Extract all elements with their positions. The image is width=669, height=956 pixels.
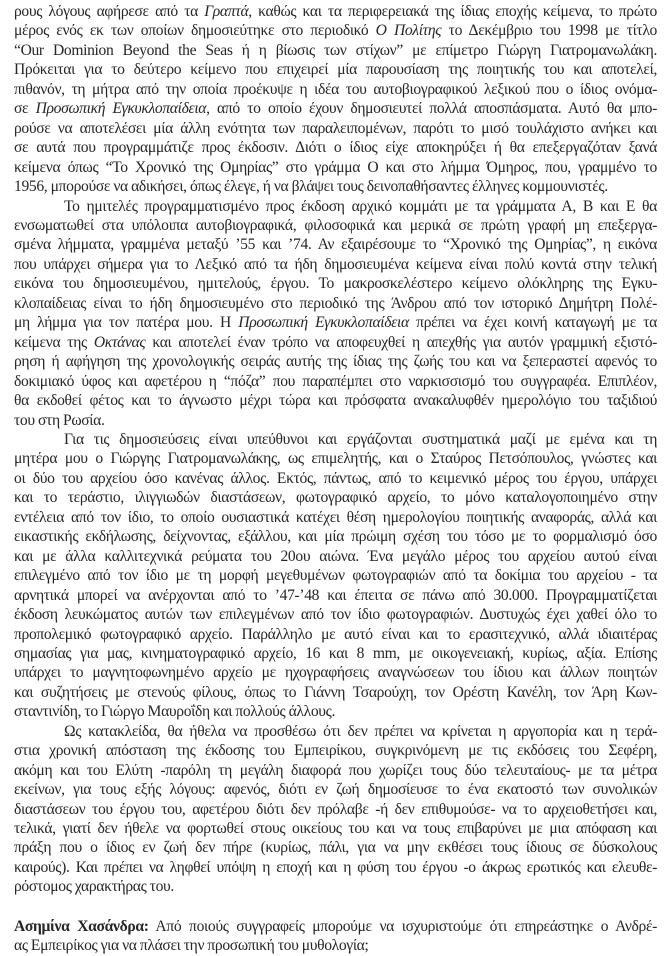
text-segment: και αποτελεί έναν τρόπο να αποφευχθεί η απεχθής για αυτόν γραμμική εξιστό- [145,333,658,351]
text-segment: ρηση ή αφήγηση της χρονολογικής σειράς αυτής της ίδιας της ζωής του και να ξεπεραστεί αφενός το [14,353,657,371]
body-text [14,2,657,897]
text-segment: , από το οποίο έχουν δημοσιευτεί πολλά αποσπάσματα. Αυτό θα μπο- [206,100,657,118]
text-line [14,99,657,118]
text-segment: που υπάρχει σήμερα για το Λεξικό από τα ήδη δημοσιευμένα κείμενα είναι πολύ κοντά στην τελική [14,255,657,273]
text-line [14,158,657,177]
text-segment: τελικά, γιατί δεν ήθελε να φορτωθεί στους οικείους του και να τους επιβαρύνει με μια απόφαση και [14,820,657,838]
text-segment: αρνητικά μπορεί να ανέρχονται από το ’47-’48 και έπειτα σε πάνω από 30.000. Προγραμματίζεται [14,586,657,604]
text-segment: σημασίας για μας, κινηματογραφικό αρχείο, 16 και 8 mm, με οικογενειακή, κυρίως, αξία. Επίσης [14,644,657,662]
text-segment: Για τις δημοσιεύσεις είναι υπεύθυνοι και εργάζονται συστηματικά μαζί με εμένα και τη [64,430,657,448]
italic-title: Γραπτά [204,3,249,20]
text-segment: Ως κατακλείδα, θα ήθελα να προσθέσω ότι δεν πρέπει να κρίνεται η αργοπορία και η τερά- [64,722,657,740]
paragraph [14,2,657,197]
italic-title: Οκτάνας [93,333,146,351]
text-line [14,741,657,760]
text-line [14,372,657,391]
text-line [14,780,657,799]
text-segment: κείμενα της [14,333,94,351]
paragraph-gap [14,897,657,917]
text-segment: πράξη που ο ίδιος εν ζωή δεν πήρε (κυρίως, πάλι, για να μην εκθέσει τους ίδιους σε δύσκολους [14,839,657,857]
text-segment: κείμενα όπως “Το Χρονικό της Ομηρίας” στο γράμμα Ο και στο λήμμα Όμηρος, που, γραμμένο το [14,158,657,176]
text-segment: εικαστικής εκδήλωσης, δείχνοντας, εξάλλου, και μία πρώιμη σχέση του τόσο με το φορμαλισμό όσο [14,528,657,546]
interview-question [14,917,657,956]
italic-title: Ο Πολίτης [375,22,442,40]
text-line [14,605,657,624]
text-line [14,449,657,468]
text-line [14,235,657,254]
text-segment: 1956, μπορούσε να αδικήσει, όπως έλεγε, ή να βλάψει τους δεινοπαθήσαντες έλληνες κομμουνιστές. [14,178,608,196]
text-segment: κλοπαίδειας είναι το ήδη δημοσιευμένο στο περιοδικό της Άνδρου από τον ιστορικό Δημήτρη Πολέ- [14,294,657,312]
text-line [14,177,657,196]
text-segment: εκείνων, για τους εξής λόγους: αφενός, διότι εν ζωή δημοσίευσε το ένα εκατοστό των συνολικών [14,781,657,799]
text-segment: στια χρονική απόσταση της έκδοσης του Εμπειρίκου, συγκρινόμενη με τις εκδόσεις του Σεφέρη, [14,742,657,760]
text-line [14,800,657,819]
text-segment: το Δεκέμβριο του 1998 με τίτλο [441,22,657,40]
text-segment: διαστάσεων του έργου του, αφετέρου διότι δεν πρόλαβε -ή δεν επιθυμούσε- να το αρχειοθετήσει και, [14,800,657,818]
text-line [14,352,657,371]
text-line [14,313,657,332]
text-segment: και με άλλα καλλιτεχνικά ρεύματα του 20ου αιώνα. Ένα μεγάλο μέρος του αρχείου αυτού είναι [14,547,657,565]
text-line [14,702,657,721]
question-line-1 [14,917,657,936]
italic-title: Προσωπική Εγκυκλοπαίδεια [35,100,207,118]
speaker-name: Ασημίνα Χασάνδρα: [14,917,149,935]
text-segment: Πρόκειται για το δεύτερο κείμενο που επιχειρεί μία παρουσίαση της ποιητικής του και αποτελεί, [14,61,657,79]
paragraph [14,197,657,430]
text-line [14,391,657,410]
text-segment: Το ημιτελές προγραμματισμένο προς έκδοση αρχικό κομμάτι με τα γράμματα Α, Β και Ε θα [64,197,657,215]
text-segment: και το τεράστιο, ιλιγγιωδών διαστάσεων, φωτογραφικό αρχείο, το μόνο καταλογοποιημένο στην [14,489,657,507]
text-segment: σε [14,100,36,118]
text-line [14,625,657,644]
text-line [14,858,657,877]
paragraph [14,430,657,722]
text-line [14,411,657,430]
text-segment: εντέλεια από τον ίδιο, το οποίο ουσιαστικά κατέχει θέση ημερολογίου ποιητικής αναφοράς, αλλά και [14,508,657,526]
question-line-2: ας Εμπειρίκος για να πλάσει την προσωπική του μυθολογία; [14,937,369,955]
text-line [14,663,657,682]
document-page [14,2,657,956]
text-segment: έκδοση λευκώματος αυτών των επιλεγμένων από τον ίδιο φωτογραφιών. Δυστυχώς έχει χαθεί όλο το [14,606,657,624]
question-text-1: Από ποιούς συγγραφείς μπορούμε να ισχυριστούμε ότι επηρεάστηκε ο Ανδρέ- [148,917,658,935]
text-segment: πιθανόν, τη μήτρα από την οποία προέκυψε η ιδέα του αυτοβιογραφικού λεξικού που ο ίδιος ονόμα- [14,80,657,98]
text-segment: ενσωματωθεί στα υπόλοιπα αυτοβιογραφικά, φιλοσοφικά και μερικά σε πρώτη γραφή μη επεξεργα- [14,216,657,234]
text-line [14,722,657,741]
text-segment: καιρούς). Και πρέπει να ληφθεί υπόψη η εποχή και η φύση του έργου -ο άκρως ερωτικός και ελευθε- [14,858,657,876]
text-line [14,2,657,21]
text-segment: μη λήμμα για τον πατέρα μου. Η [14,314,239,332]
text-line [14,119,657,138]
text-line [14,838,657,857]
text-segment: επιλεγμένο από τον ίδιο με τη μορφή μεγεθυμένων φωτογραφιών από τα δοκίμια του αρχείου - τα [14,567,657,585]
text-line [14,430,657,449]
text-line [14,197,657,216]
italic-title: Προσωπική Εγκυκλοπαίδεια [238,314,409,332]
text-segment: σταντινίδη, το Γιώργο Μαυροΐδη και πολλούς άλλους. [14,703,336,721]
text-line [14,469,657,488]
text-line [14,255,657,274]
text-segment: εικόνα του δημοσιευμένου, ημιτελούς, έργου. Το μακροσκελέστερο κείμενο ολόκληρης της Εγκυ- [14,275,657,293]
text-segment: μέρος ενός εκ των οποίων δημοσιεύτηκε στο περιοδικό [14,22,376,40]
text-segment: ρόστομος χαρακτήρας του. [14,878,174,896]
text-segment: δοκιμιακό ύφος και αφετέρου η “πόζα” που παραπέμπει στο ναρκισσισμό του συγγραφέα. Επιπλέον, [14,372,657,390]
text-segment: και συζητήσεις με στενούς φίλους, όπως το Γιάννη Τσαρούχη, τον Ορέστη Κανέλη, τον Άρη Κων- [14,683,657,701]
text-segment: οι δύο του αρχείου όσο κανένας άλλος. Εκτός, πάντως, από το κειμενικό μέρος του έργου, υπάρχει [14,469,657,487]
text-line [14,21,657,40]
text-line [14,80,657,99]
text-line [14,819,657,838]
text-line [14,877,657,896]
text-line [14,547,657,566]
text-line [14,294,657,313]
text-line [14,508,657,527]
text-segment: , καθώς και τα περιφερειακά της ίδιας εποχής κείμενα, το πρώτο [248,3,657,20]
text-line [14,60,657,79]
text-segment: σμένα λήμματα, γραμμένα μεταξύ ’55 και ’74. Αν εξαιρέσουμε το “Χρονικό της Ομηρίας”, η εικόνα [14,236,657,254]
text-line [14,138,657,157]
text-segment: του στη Ρωσία. [14,411,105,429]
text-segment: σε αυτά που προγραμμάτιζε προς έκδοσιν. Διότι ο ίδιος είχε αποκηρύξει ή θα επεξεργαζόταν ξανά [14,139,657,157]
text-segment: “Our Dominion Beyond the Seas ή η βίωσις των στίχων” με επίμετρο Γιώργη Γιατρομανωλάκη. [14,41,657,59]
text-line [14,566,657,585]
text-segment: μητέρα μου ο Γιώργης Γιατρομανωλάκης, ως επιμελητής, και ο Σταύρος Πετσόπουλος, γνώστες και [14,450,657,468]
text-segment: πρέπει να έχει κοινή καταγωγή με τα [408,314,657,332]
text-line [14,761,657,780]
text-segment: ρούσε να αποτελέσει μία άλλη ενότητα των παραλειπομένων, παρότι το μισό τουλάχιστο ανήκει και [14,119,657,137]
text-line [14,586,657,605]
text-line [14,644,657,663]
text-line [14,333,657,352]
text-line [14,216,657,235]
text-line [14,41,657,60]
text-segment: υπάρχει το μαγνητοφωνημένο αρχείο με ηχογραφήσεις αναγνώσεων του ίδιου και άλλων ποιητών [14,664,657,682]
text-line [14,527,657,546]
text-segment: θα εκδοθεί φέτος και το άγνωστο μέχρι τώρα και πρόσφατα ανακαλυφθέν ημερολόγιο του ταξιδιού [14,392,657,410]
text-line [14,274,657,293]
text-segment: ακόμη και του Ελύτη -παρόλη τη μεγάλη διαφορά που χωρίζει τους δύο τελευταίους- με τα μέτρα [14,761,657,779]
text-segment: ρους λόγους αφήρεσε από τα [14,3,205,20]
text-segment: προπολεμικό φωτογραφικό αρχείο. Παράλληλο με αυτό είναι και το ερασιτεχνικό, αλλά ιδιαιτέρας [14,625,657,643]
text-line [14,488,657,507]
paragraph [14,722,657,897]
text-line [14,683,657,702]
